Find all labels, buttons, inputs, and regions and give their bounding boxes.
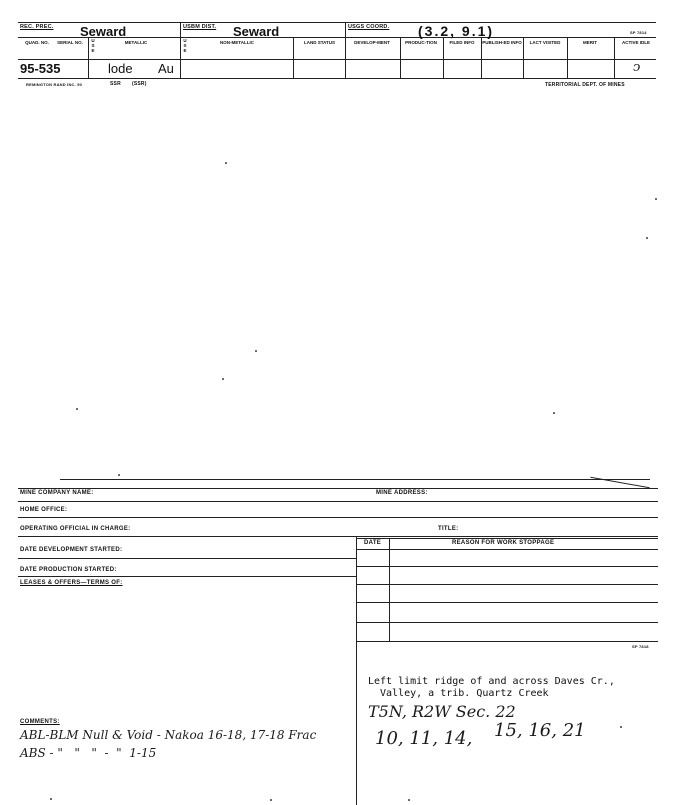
date-production-label: DATE PRODUCTION STARTED:	[20, 567, 117, 573]
date-column-header: DATE	[364, 540, 382, 546]
code-1: SSR	[110, 81, 121, 87]
mine-company-name-label: MINE COMPANY NAME:	[20, 490, 94, 496]
usbm-dist-value: Seward	[233, 24, 280, 39]
col-non-metallic: NON-METALLIC	[220, 40, 254, 45]
record-metal: Au	[158, 61, 174, 76]
col-quad-no: QUAD. NO.	[25, 40, 49, 45]
leases-offers-label: LEASES & OFFERS—TERMS OF:	[20, 580, 123, 586]
usbm-dist-label: USBM DIST.	[183, 24, 217, 30]
usgs-coord-value: (3.2, 9.1)	[418, 23, 495, 39]
col-development: DEVELOP-MENT	[354, 40, 390, 45]
date-development-label: DATE DEVELOPMENT STARTED:	[20, 547, 123, 553]
col-merit: MERIT	[583, 40, 597, 45]
handwritten-comment-line1: ABL-BLM Null & Void - Nakoa 16-18, 17-18 Frac	[20, 728, 317, 742]
active-idle-mark: ↄ	[633, 60, 641, 75]
col-published-info: PUBLISH-ED INFO	[482, 40, 522, 45]
reason-column-header: REASON FOR WORK STOPPAGE	[452, 540, 555, 546]
rec-prec-value: Seward	[80, 24, 127, 39]
col-last-visited: LACT VISITED	[529, 40, 561, 45]
handwritten-location: T5N, R2W Sec. 22	[368, 702, 516, 721]
handwritten-sections-a: 10, 11, 14,	[375, 728, 473, 749]
typed-note-line1: Left limit ridge of and across Daves Cr.,	[368, 676, 615, 687]
printer-label: REMINGTON RAND INC. 50	[26, 82, 83, 87]
typed-note-line2: Valley, a trib. Quartz Creek	[380, 688, 549, 699]
comments-label: COMMENTS:	[20, 719, 60, 725]
handwritten-sections-b: 15, 16, 21	[494, 720, 586, 741]
record-quad-serial: 95-535	[20, 61, 61, 76]
col-use-marker-2: U S E	[183, 38, 187, 53]
code-2: (SSR)	[132, 81, 147, 87]
operating-official-label: OPERATING OFFICIAL IN CHARGE:	[20, 526, 131, 532]
rec-prec-label: REC. PREC.	[20, 24, 54, 30]
col-active-idle: ACTIVE IDLE	[621, 40, 650, 45]
record-type: lode	[108, 61, 133, 76]
form-number-bottom: SP 7818	[632, 644, 649, 649]
title-label: TITLE:	[438, 526, 459, 532]
col-metallic: METALLIC	[124, 40, 148, 45]
col-land-status: LAND STATUS	[303, 40, 336, 45]
handwritten-comment-line2: ABS - " " " - " 1-15	[20, 746, 157, 760]
form-number-top: SP 7814	[630, 30, 647, 35]
mine-address-label: MINE ADDRESS:	[376, 490, 428, 496]
col-production: PRODUC-TION	[405, 40, 437, 45]
usgs-coord-label: USGS COORD.	[348, 24, 390, 30]
col-filed-info: FILED INFO	[449, 40, 475, 45]
col-serial-no: SERIAL NO.	[57, 40, 83, 45]
col-use-marker-1: U S E	[91, 38, 95, 53]
department-label: TERRITORIAL DEPT. OF MINES	[545, 82, 625, 88]
home-office-label: HOME OFFICE:	[20, 507, 68, 513]
